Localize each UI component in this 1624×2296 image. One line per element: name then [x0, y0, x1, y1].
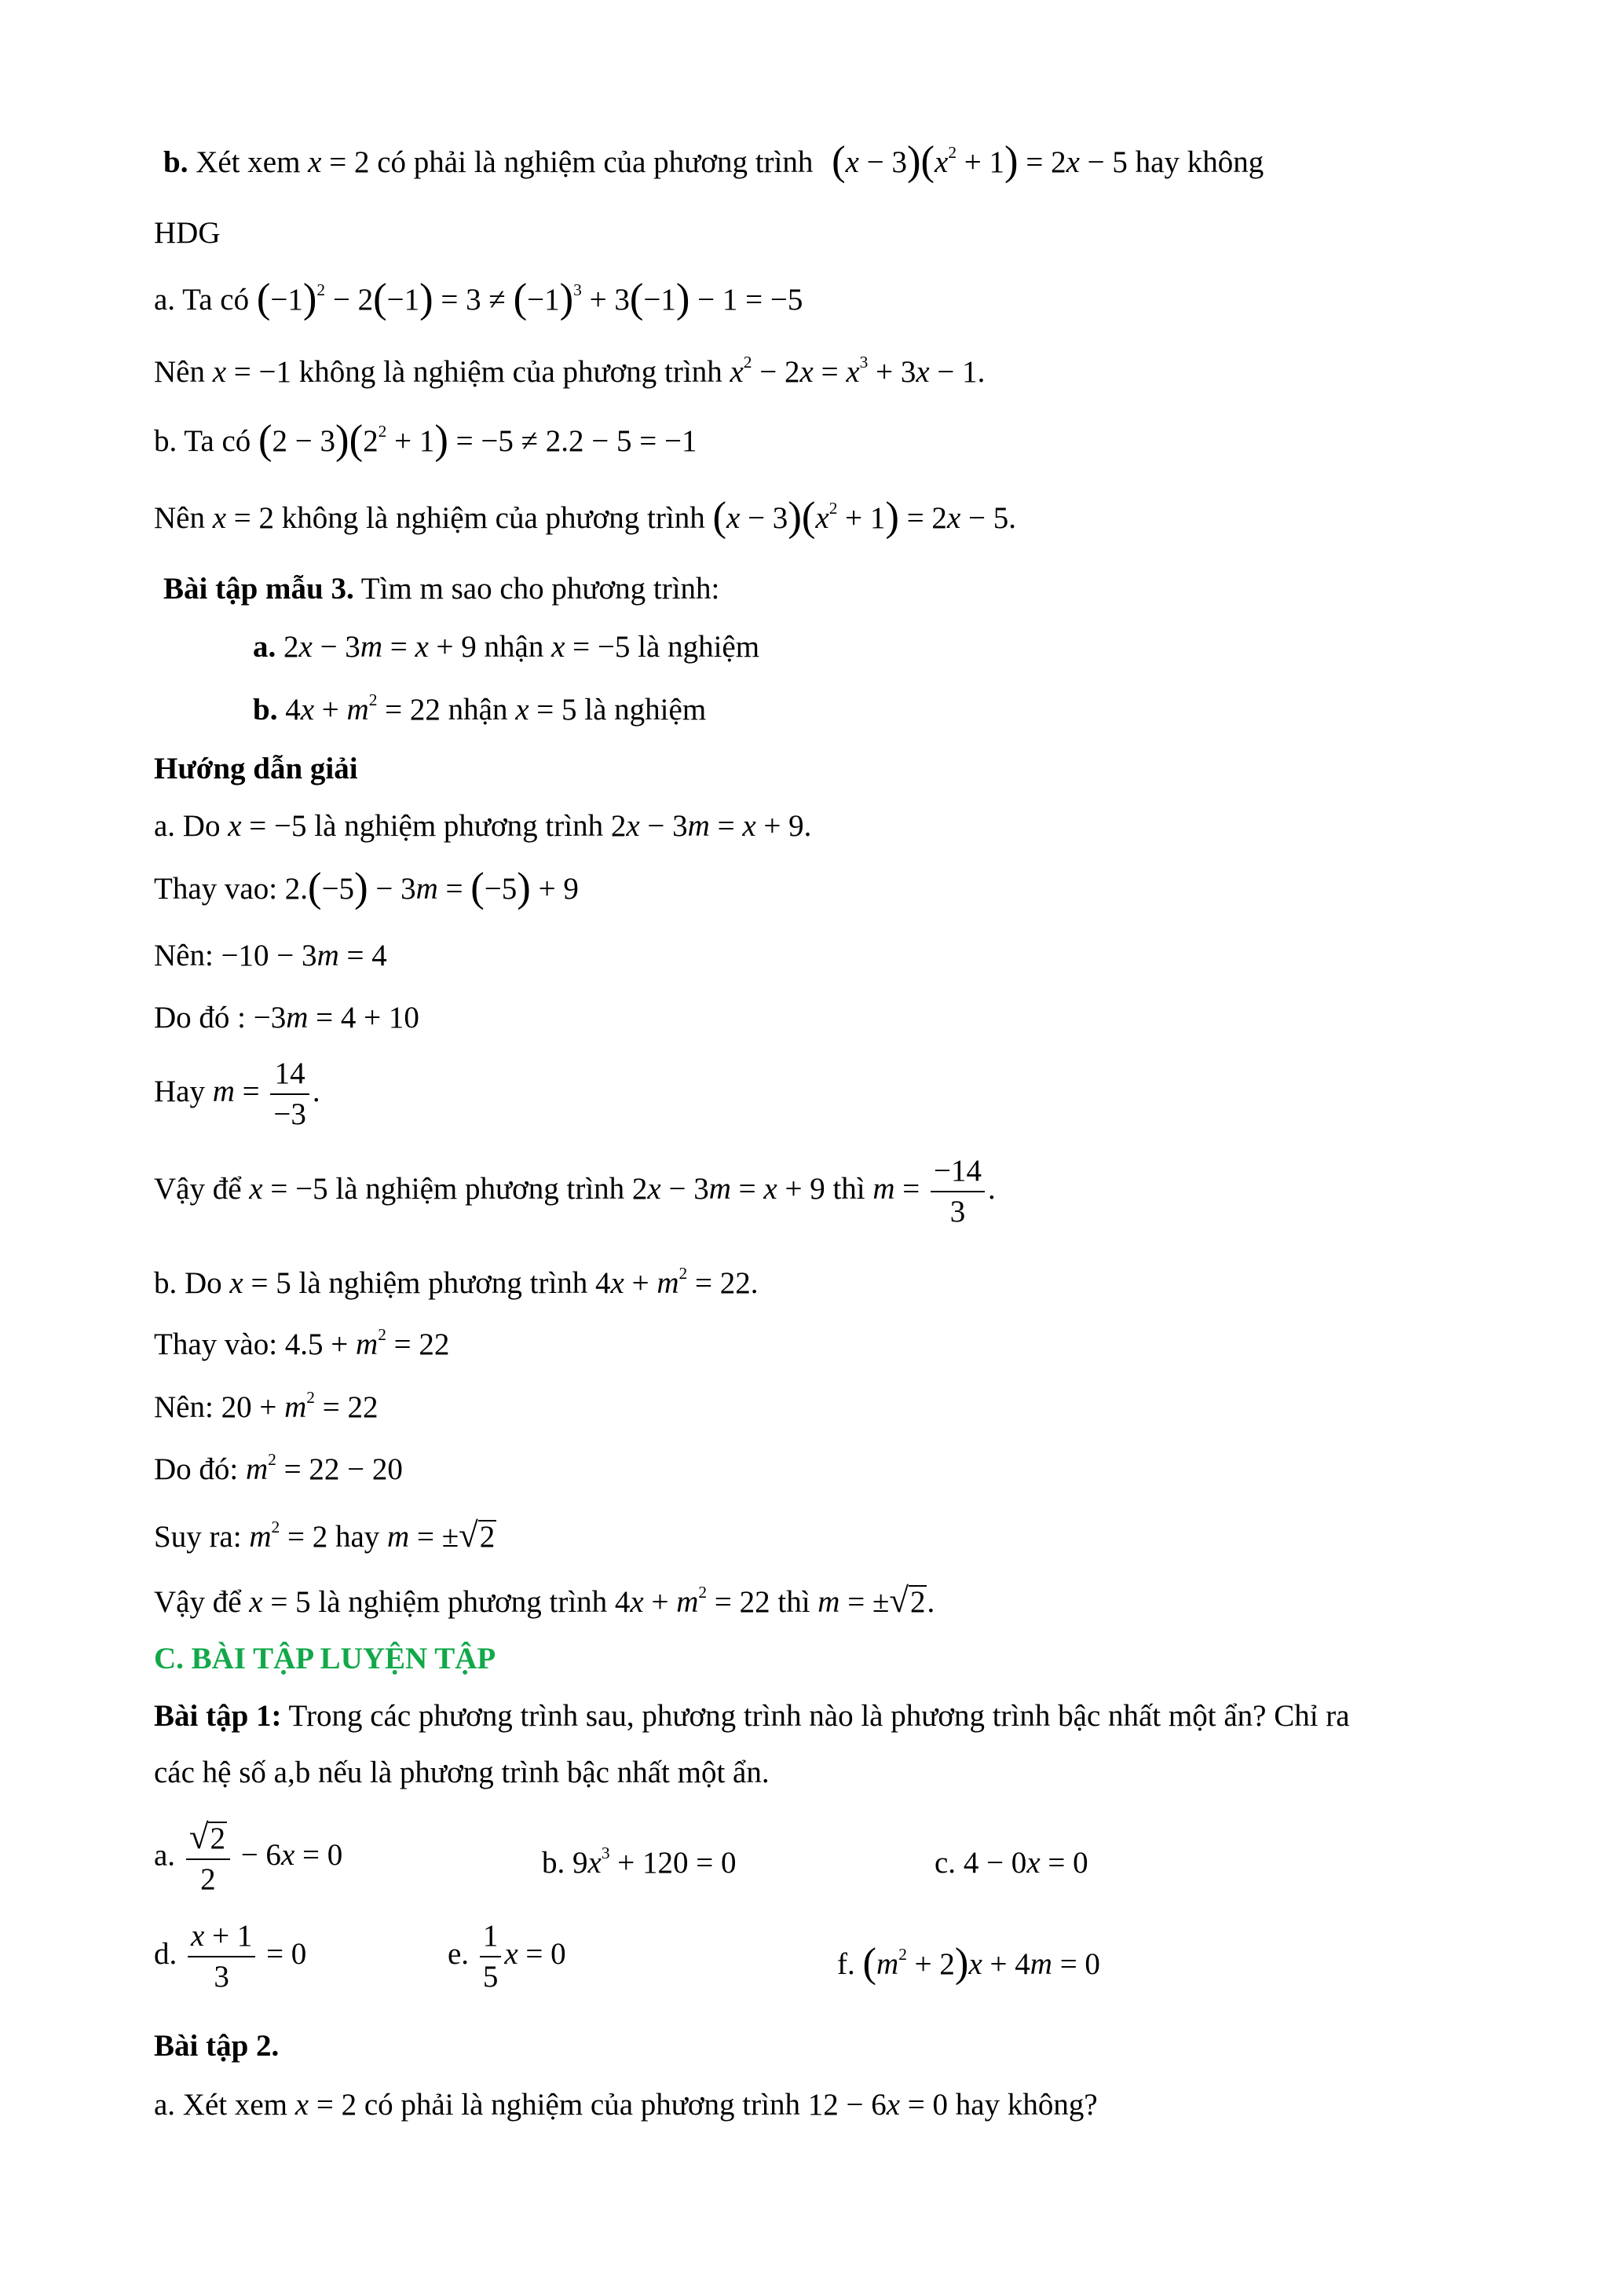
math: 4 − 0x = 0 [963, 1846, 1088, 1880]
line-13: Nên: −10 − 3m = 4 [154, 939, 387, 972]
math: −3m = 4 + 10 [253, 1001, 419, 1034]
math: −10 − 3m = 4 [221, 939, 387, 972]
line-28: Bài tập 2. [154, 2029, 280, 2063]
math: $x^2 - 2x = x^3 + 3x - 1$. [730, 352, 986, 389]
math: 2.(−5) − 3m = (−5) + 9 [284, 865, 579, 911]
line-29: a. Xét xem x = 2 có phải là nghiệm của phương trình 12 − 6x = 0 hay không? [154, 2088, 1098, 2122]
math: $\frac{x + 1}{3}$ = 0 [185, 1937, 306, 1971]
line-3: a. Ta có $(-1)^2 - 2(-1) = 3 \ne (-1)^3 + 3(-1) - 1 = -5$ [154, 276, 803, 322]
math: $\frac{√2}{2}$ − 6x = 0 [183, 1838, 342, 1872]
math: 12 − 6x = 0 [807, 2088, 949, 2122]
line-18: Thay vào: $4.5 + m^2 = 22$ [154, 1324, 450, 1361]
line-2: HDG [154, 216, 221, 250]
math: $(m^2 + 2)x + 4m = 0$ [862, 1940, 1100, 1987]
math: $(2 - 3)(2^2 + 1) = -5 \ne 2.2 - 5 = -1$ [258, 417, 697, 463]
line-12: Thay vao: 2.(−5) − 3m = (−5) + 9 [154, 865, 579, 911]
math: x = −5 [249, 1171, 328, 1206]
line-1: b. Xét xem x = 2 có phải là nghiệm của phương trình $(x - 3)(x^2 + 1) = 2x - 5$ hay không [163, 138, 1264, 185]
exercise-f: f. $(m^2 + 2)x + 4m = 0$ [837, 1940, 1100, 1987]
math: $(-1)^2 - 2(-1) = 3 \ne (-1)^3 + 3(-1) - 1 = -5$ [256, 276, 803, 322]
line-20: Do đó: $m^2 = 22 - 20$ [154, 1449, 403, 1486]
exercise-b: b. $9x^3 + 120 = 0$ [542, 1843, 737, 1880]
math: $m^2 = 22 - 20$ [246, 1449, 403, 1486]
section-heading: C. BÀI TẬP LUYỆN TẬP [154, 1642, 496, 1675]
math: 2x − 3m = x + 9. [610, 809, 812, 843]
line-7: Bài tập mẫu 3. Tìm m sao cho phương trình: [163, 572, 720, 606]
math: m = ±√2. [817, 1580, 935, 1620]
exercise-c: c. 4 − 0x = 0 [935, 1846, 1088, 1880]
line-24: Bài tập 1: Trong các phương trình sau, phương trình nào là phương trình bậc nhất một ẩn? Chỉ ra [154, 1699, 1350, 1733]
math: $(x - 3)(x^2 + 1) = 2x - 5$ [832, 138, 1128, 185]
heading-huong-dan: Hướng dẫn giải [154, 752, 358, 785]
math: $4x + m^2 = 22$ [285, 690, 441, 727]
math: $4.5 + m^2 = 22$ [284, 1324, 450, 1361]
math: $\frac{1}{5}$ x = 0 [477, 1937, 566, 1971]
line-19: Nên: $20 + m^2 = 22$ [154, 1387, 379, 1424]
math: 2x − 3m = x + 9 [631, 1171, 825, 1206]
exercise-a: a. $\frac{√2}{2}$ − 6x = 0 [154, 1817, 343, 1896]
line-16: Vậy để x = −5 là nghiệm phương trình 2x − 3m = x + 9 thì m = $\frac{-14}{3}$ . [154, 1152, 996, 1232]
math: x = −5 [228, 809, 307, 843]
math: x = 5 [515, 693, 577, 727]
line-14: Do đó : −3m = 4 + 10 [154, 1001, 419, 1034]
line-9: b. $4x + m^2 = 22$ nhận x = 5 là nghiệm [253, 690, 707, 727]
exercise-d: d. $\frac{x + 1}{3}$ = 0 [154, 1917, 306, 1997]
math: $4x + m^2 = 22$ [614, 1582, 770, 1619]
math: x = −5 [551, 630, 631, 664]
math: $(x - 3)(x^2 + 1) = 2x - 5$. [712, 494, 1016, 540]
line-17: b. Do x = 5 là nghiệm phương trình $4x + m^2 = 22$. [154, 1263, 759, 1300]
line-8: a. 2x − 3m = x + 9 nhận x = −5 là nghiệm [253, 630, 760, 664]
math: $4x + m^2 = 22$. [595, 1263, 759, 1300]
math: x = 2 [212, 501, 275, 535]
exercise-e: e. $\frac{1}{5}$ x = 0 [448, 1917, 566, 1997]
line-11: a. Do x = −5 là nghiệm phương trình 2x − 3m = x + 9. [154, 809, 812, 843]
math: $20 + m^2 = 22$ [221, 1387, 379, 1424]
line-21: Suy ra: $m^2 = 2$ hay m = ±√2 [154, 1515, 496, 1554]
math: 2x − 3m = x + 9 [283, 630, 477, 664]
math: x = −1 [212, 355, 292, 389]
line-22: Vậy để x = 5 là nghiệm phương trình $4x + m^2 = 22$ thì m = ±√2. [154, 1580, 935, 1620]
line-4: Nên x = −1 không là nghiệm của phương trình $x^2 - 2x = x^3 + 3x - 1$. [154, 352, 986, 389]
math: $9x^3 + 120 = 0$ [572, 1843, 737, 1880]
math: m = $\frac{-14}{3}$ . [872, 1172, 995, 1206]
math: x [308, 145, 322, 179]
math: x = 5 [229, 1266, 291, 1300]
math: x = 5 [249, 1585, 311, 1619]
line-25: các hệ số a,b nếu là phương trình bậc nhất một ẩn. [154, 1756, 770, 1789]
line-15: Hay m = $\frac{14}{-3}$ . [154, 1054, 320, 1134]
line-5: b. Ta có $(2 - 3)(2^2 + 1) = -5 \ne 2.2 - 5 = -1$ [154, 417, 697, 463]
math: m = ±√2 [387, 1515, 496, 1554]
math: x = 2 [294, 2088, 357, 2122]
math: $m^2 = 2$ [249, 1517, 328, 1554]
math: m = $\frac{14}{-3}$ . [213, 1075, 320, 1108]
line-6: Nên x = 2 không là nghiệm của phương trình $(x - 3)(x^2 + 1) = 2x - 5$. [154, 494, 1016, 540]
